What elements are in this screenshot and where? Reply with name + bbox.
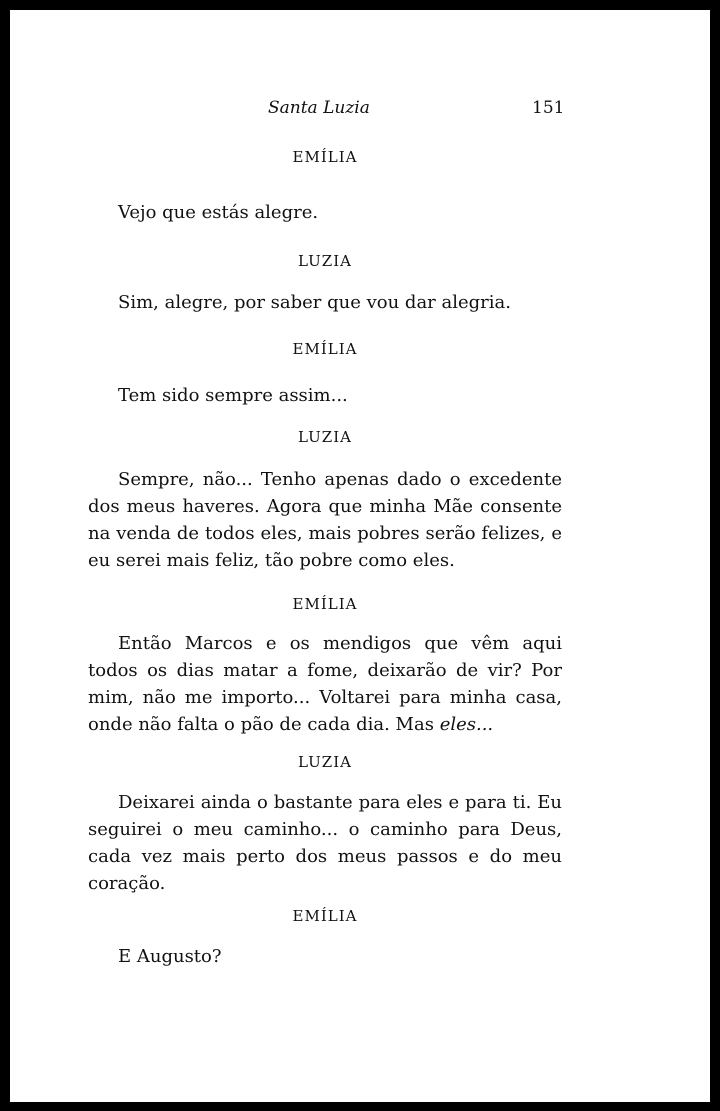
speaker-heading (88, 595, 562, 613)
speech-block (88, 289, 562, 316)
speaker-heading (88, 753, 562, 771)
book-page (10, 10, 710, 1102)
speech-block (88, 466, 562, 574)
speech-block (88, 199, 562, 226)
speech-text: E Augusto? (118, 946, 222, 967)
speaker-name: EMÍLIA (292, 148, 358, 166)
speech-text (88, 630, 562, 738)
speech-text: Sempre, não... Tenho apenas dado o excedente dos meus haveres. Agora que minha Mãe consente na venda de todos eles, mais pobres serão felizes, e eu serei mais feliz, tão pobre como eles. (88, 469, 562, 571)
speech-block (88, 789, 562, 897)
speech-block (88, 630, 562, 738)
speech-text-emphasis: eles... (439, 714, 494, 735)
speaker-name: LUZIA (298, 252, 352, 270)
speech-text: Deixarei ainda o bastante para eles e para ti. Eu seguirei o meu caminho... o caminho para Deus, cada vez mais perto dos meus passos e do meu coração. (88, 792, 562, 894)
speech-text: Sim, alegre, por saber que vou dar alegria. (118, 292, 511, 313)
speaker-heading (88, 428, 562, 446)
speech-block (88, 943, 562, 970)
page-number: 151 (532, 98, 565, 118)
speech-text-part: Então Marcos e os mendigos que vêm aqui todos os dias matar a fome, deixarão de vir? Por mim, não me importo... Voltarei para minha casa, onde não falta o pão de cada dia. Mas (88, 633, 562, 735)
speaker-name: EMÍLIA (292, 340, 358, 358)
speaker-name: EMÍLIA (292, 595, 358, 613)
speaker-heading (88, 148, 562, 166)
speaker-heading (88, 340, 562, 358)
running-title: Santa Luzia (268, 98, 370, 118)
speaker-heading (88, 252, 562, 270)
speaker-name: LUZIA (298, 753, 352, 771)
running-head (10, 98, 710, 124)
speaker-heading (88, 907, 562, 925)
speech-block (88, 382, 562, 409)
speaker-name: EMÍLIA (292, 907, 358, 925)
speech-text: Vejo que estás alegre. (118, 202, 319, 223)
speaker-name: LUZIA (298, 428, 352, 446)
speech-text: Tem sido sempre assim... (118, 385, 348, 406)
